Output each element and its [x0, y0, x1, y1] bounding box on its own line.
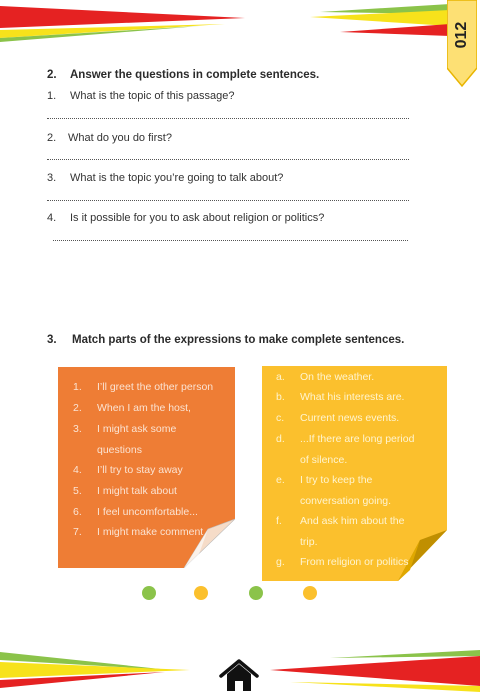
left-item-7-number: 7.: [73, 526, 82, 538]
answer-line-2[interactable]: [47, 159, 409, 160]
right-item-d-letter: d.: [276, 433, 285, 445]
yellow-card: [262, 366, 447, 581]
left-item-6-text: I feel uncomfortable...: [97, 506, 198, 518]
section2-number: 2.: [47, 69, 57, 81]
question-1-text: What is the topic of this passage?: [70, 90, 235, 102]
page-number: 012: [453, 21, 470, 49]
question-3-text: What is the topic you’re going to talk about?: [70, 172, 284, 184]
right-item-e-cont: conversation going.: [300, 495, 392, 507]
question-2-text: What do you do first?: [68, 132, 172, 144]
left-item-5-text: I might talk about: [97, 485, 177, 497]
right-item-e-letter: e.: [276, 474, 285, 486]
section3-heading: Match parts of the expressions to make complete sentences.: [72, 334, 405, 346]
left-item-5-number: 5.: [73, 485, 82, 497]
left-item-4-number: 4.: [73, 464, 82, 476]
right-item-c-letter: c.: [276, 412, 285, 424]
question-2-number: 2.: [47, 132, 57, 144]
question-4-text: Is it possible for you to ask about religion or politics?: [70, 212, 325, 224]
answer-line-1[interactable]: [47, 118, 409, 119]
right-item-g-letter: g.: [276, 556, 285, 568]
green-dot-2: [249, 586, 263, 600]
right-item-f-text: And ask him about the: [300, 515, 405, 527]
home-icon[interactable]: [219, 658, 259, 692]
section3-number: 3.: [47, 334, 57, 346]
left-item-3-text: I might ask some: [97, 423, 177, 435]
question-3-number: 3.: [47, 172, 57, 184]
right-item-d-cont: of silence.: [300, 454, 348, 466]
top-left-stripes: [0, 0, 260, 45]
answer-line-4[interactable]: [53, 240, 408, 241]
left-item-4-text: I’ll try to stay away: [97, 464, 183, 476]
right-item-f-cont: trip.: [300, 536, 318, 548]
left-item-1-text: I’ll greet the other person: [97, 381, 214, 393]
right-item-b-text: What his interests are.: [300, 391, 405, 403]
right-item-b-letter: b.: [276, 391, 285, 403]
answer-line-3[interactable]: [47, 200, 409, 201]
yellow-dot-1: [194, 586, 208, 600]
left-item-1-number: 1.: [73, 381, 82, 393]
page-number-tag: [447, 0, 477, 88]
right-item-d-text: ...If there are long period: [300, 433, 415, 445]
orange-card: [58, 367, 235, 568]
right-item-a-text: On the weather.: [300, 371, 375, 383]
left-item-2-number: 2.: [73, 402, 82, 414]
left-item-7-text: I might make comment: [97, 526, 204, 538]
green-dot-1: [142, 586, 156, 600]
question-4-number: 4.: [47, 212, 57, 224]
right-item-g-text: From religion or politics: [300, 556, 409, 568]
yellow-dot-2: [303, 586, 317, 600]
right-item-f-letter: f.: [276, 515, 282, 527]
section2-heading: Answer the questions in complete sentences.: [70, 69, 320, 81]
bottom-left-stripes: [0, 648, 230, 693]
left-item-2-text: When I am the host,: [97, 402, 191, 414]
left-item-3-number: 3.: [73, 423, 82, 435]
right-item-a-letter: a.: [276, 371, 285, 383]
question-1-number: 1.: [47, 90, 57, 102]
right-item-c-text: Current news events.: [300, 412, 400, 424]
bottom-right-stripes: [250, 648, 480, 693]
left-item-6-number: 6.: [73, 506, 82, 518]
right-item-e-text: I try to keep the: [300, 474, 373, 486]
left-item-3-cont: questions: [97, 444, 142, 456]
